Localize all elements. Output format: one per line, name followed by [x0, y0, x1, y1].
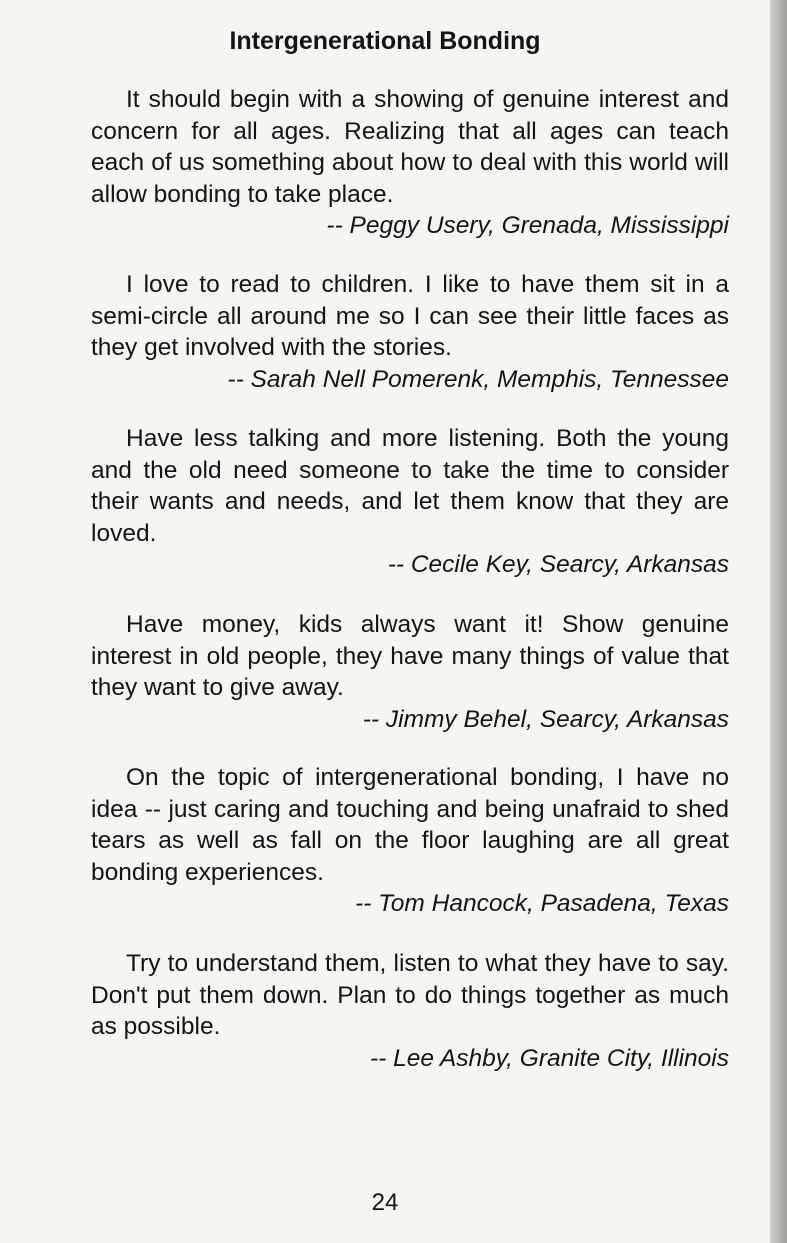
quote-attribution: -- Peggy Usery, Grenada, Mississippi: [326, 212, 729, 239]
quote-text: On the topic of intergenerational bonding, I have no idea -- just caring and touching and being unafraid to shed tears as well as fall on the floor laughing are all great bonding experiences.: [91, 764, 729, 886]
quote-entry-2: [91, 269, 729, 395]
quote-text: I love to read to children. I like to have them sit in a semi-circle all around me so I can see their little faces as they get involved with the stories.: [91, 271, 729, 361]
quote-text: Try to understand them, listen to what they have to say. Don't put them down. Plan to do things together as much as possible.: [91, 950, 729, 1040]
page-number: 24: [371, 1189, 399, 1216]
quote-text: It should begin with a showing of genuine interest and concern for all ages. Realizing that all ages can teach each of us something about how to deal with this world will allow bonding to take place.: [91, 86, 729, 208]
quote-attribution: -- Jimmy Behel, Searcy, Arkansas: [362, 705, 729, 733]
quote-attribution: -- Cecile Key, Searcy, Arkansas: [387, 551, 729, 578]
quote-entry-4: [91, 609, 729, 735]
quote-attribution: -- Tom Hancock, Pasadena, Texas: [354, 890, 729, 917]
page-edge-shadow: [770, 0, 787, 1243]
quote-attribution: -- Lee Ashby, Granite City, Illinois: [369, 1044, 729, 1072]
quote-entry-1: [91, 84, 729, 242]
quote-text: Have less talking and more listening. Both the young and the old need someone to take the time to consider their wants and needs, and let them know that they are loved.: [91, 425, 729, 547]
page-title: Intergenerational Bonding: [229, 27, 541, 55]
quote-attribution: -- Sarah Nell Pomerenk, Memphis, Tennessee: [227, 365, 729, 393]
quote-entry-5: [91, 762, 729, 920]
quote-entry-3: [91, 423, 729, 581]
quote-entry-6: [91, 948, 729, 1074]
quote-text: Have money, kids always want it! Show genuine interest in old people, they have many things of value that they want to give away.: [91, 611, 729, 701]
